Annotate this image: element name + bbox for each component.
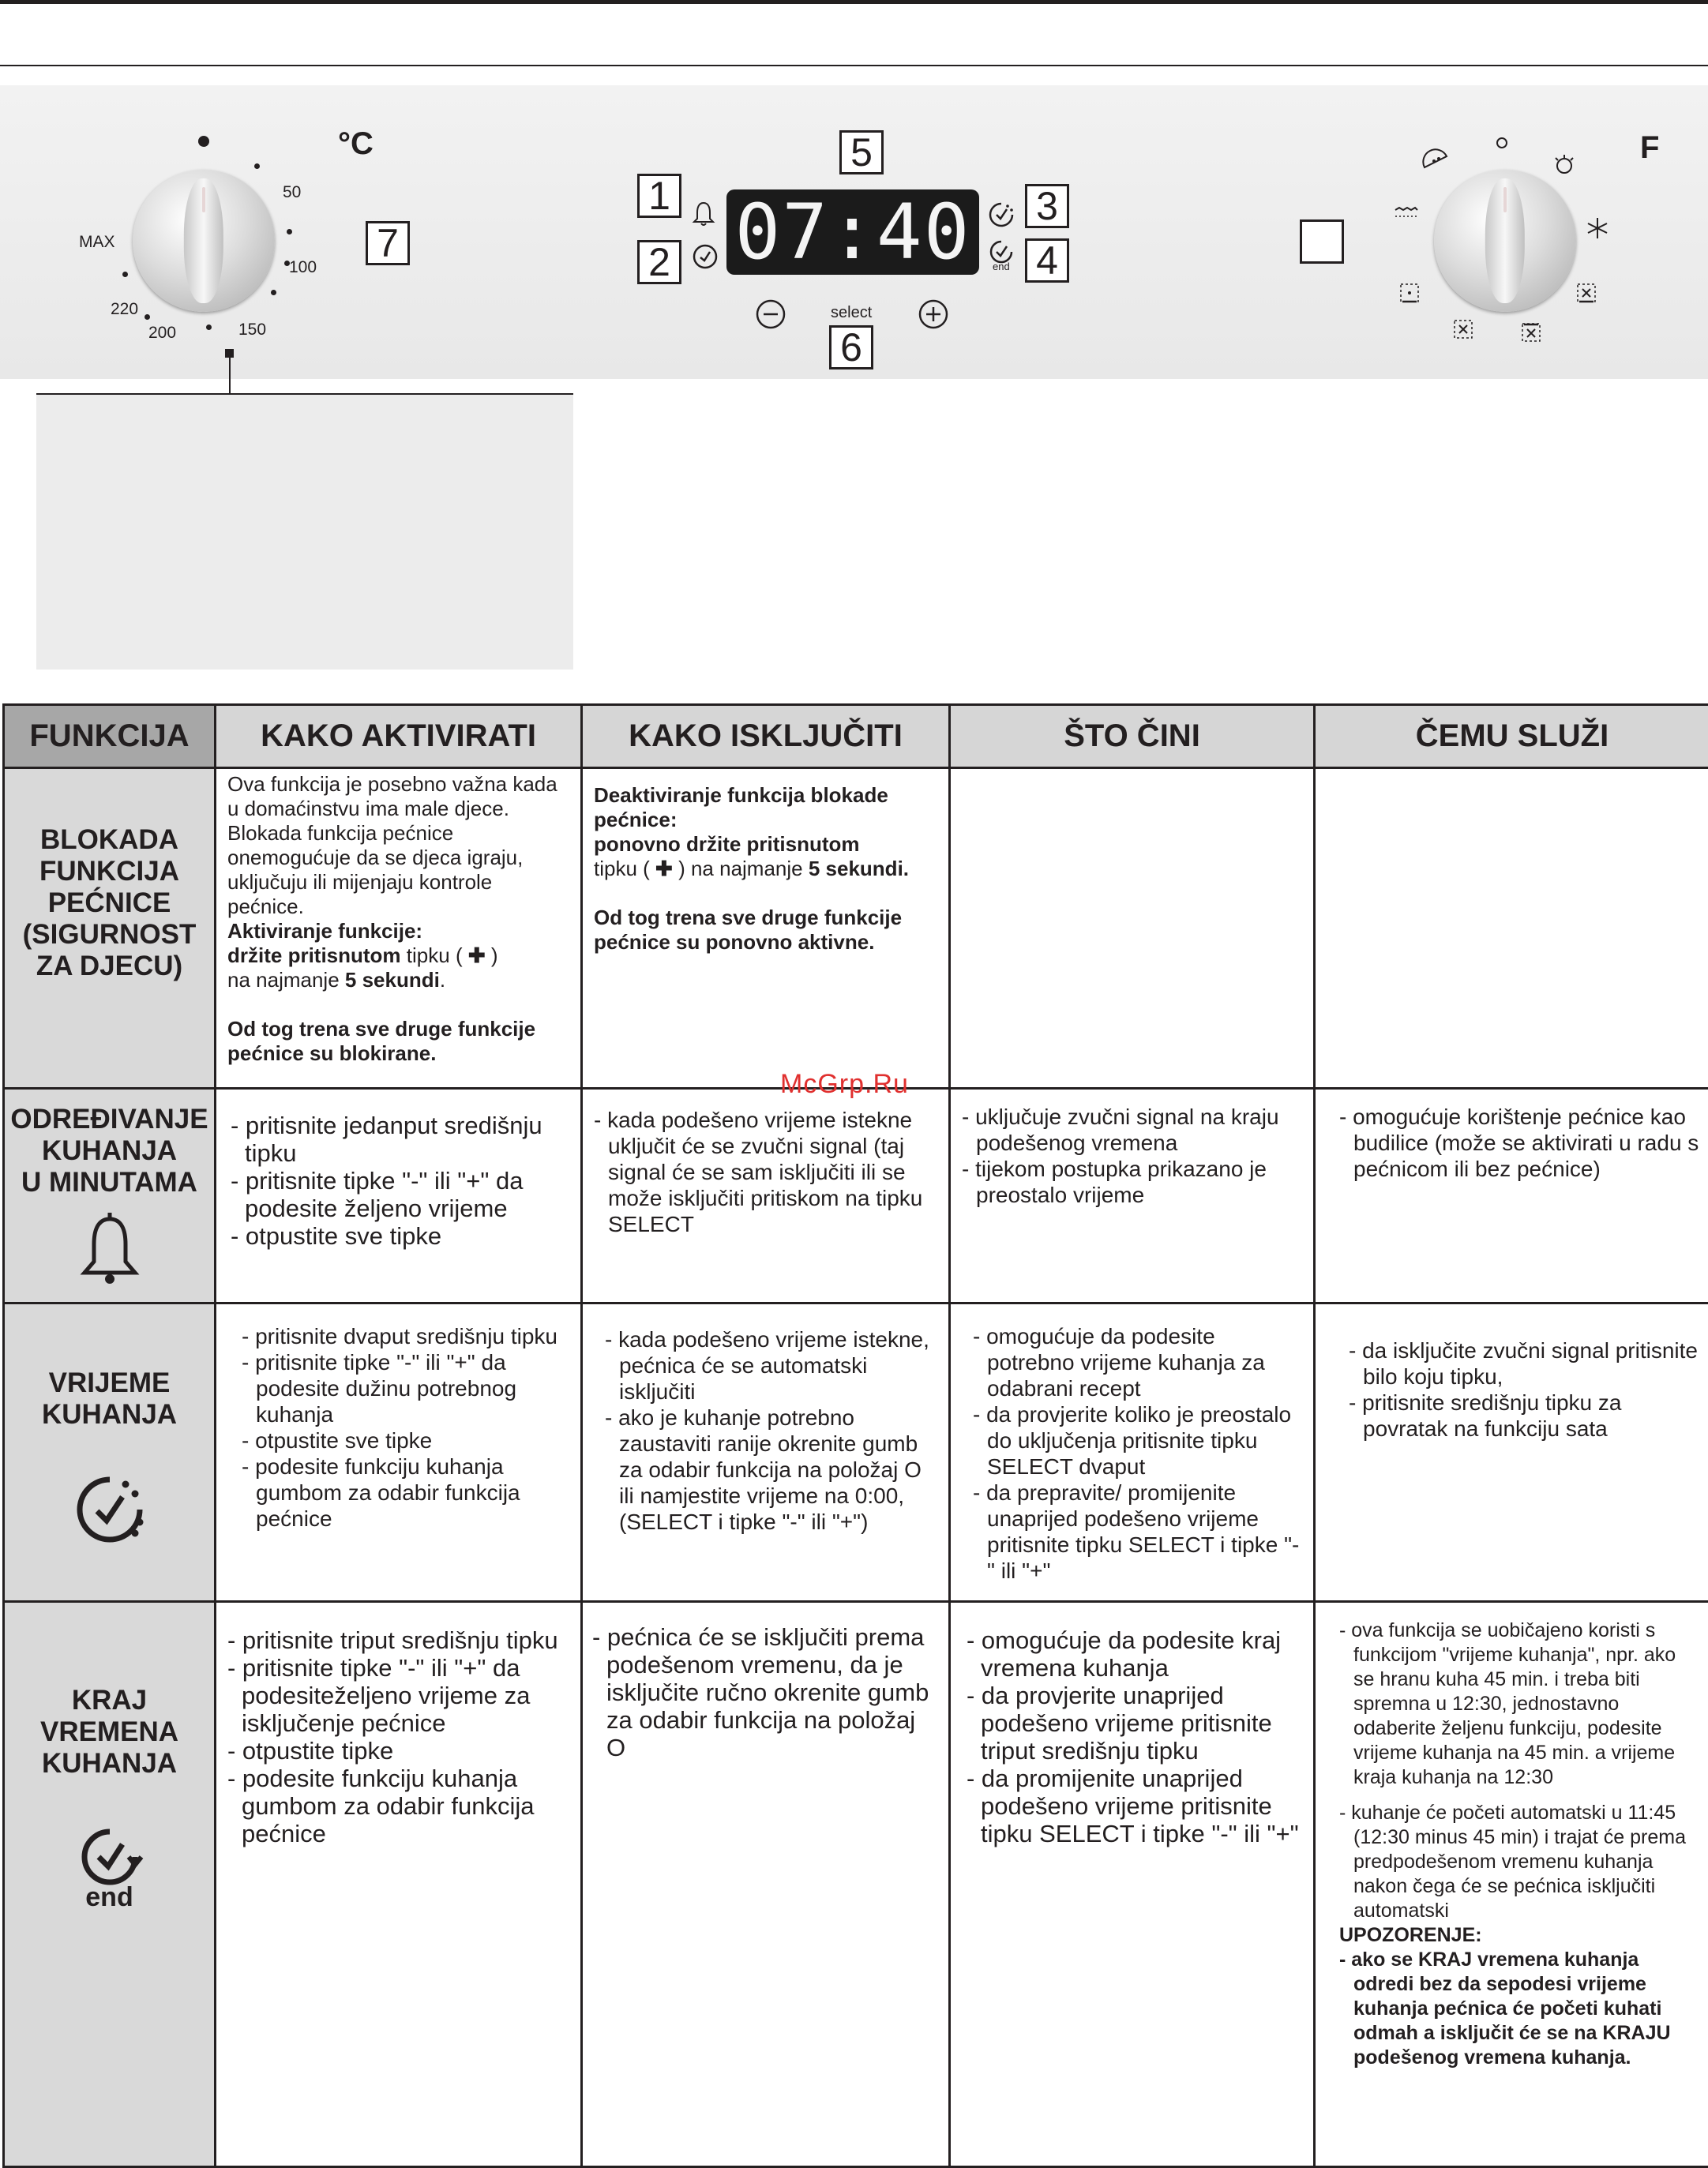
temp-mark-max: MAX (79, 233, 115, 252)
header-deactivate: KAKO ISKLJUČITI (582, 705, 950, 768)
callout-3: 3 (1025, 184, 1069, 228)
callout-line-vertical (229, 354, 231, 395)
callout-6: 6 (829, 325, 873, 369)
knob-off-dot (198, 136, 209, 147)
temp-mark-220: 220 (111, 300, 138, 319)
table-header-row (4, 705, 1708, 768)
celsius-unit: °C (338, 126, 374, 162)
end-label: end (993, 261, 1010, 272)
function-end-time: KRAJ VREMENA KUHANJA end (4, 1602, 216, 2167)
temp-mark-200: 200 (148, 324, 176, 343)
pizza-icon (1421, 148, 1450, 172)
header-what: ŠTO ČINI (950, 705, 1315, 768)
callout-1: 1 (637, 174, 681, 218)
defrost-icon (1584, 215, 1611, 242)
child-lock-what (950, 768, 1315, 1089)
end-time-purpose: - ova funkcija se uobičajeno koristi s funkcijom "vrijeme kuhanja", npr. ako se hranu kuha 45 min. i treba biti spremna u 12:30, jednostavno odaberite željenu funkciju, podesite vrijeme kuhanja na 45 min. a vrijeme kraja kuhanja na 12:30 - kuhanje će početi automatski u 11:45 (12:30 minus 45 min) i trajat će prema predpodešenom vremenu kuhanja nakon čega će se pećnica isključiti automatski UPOZORENJE: - ako se KRAJ vremena kuhanja odredi bez da sepodesi vrijeme kuhanja pećnica će početi kuhati odmah a isključit će se na KRAJU podešenog vremena kuhanja. (1315, 1602, 1708, 2167)
child-lock-purpose (1315, 768, 1708, 1089)
temp-mark-150: 150 (238, 321, 266, 339)
cooking-time-what: - omogućuje da podesite potrebno vrijeme kuhanja za odabrani recept - da provjerite koliko je preostalo do uključenja pritisnite tipku SELECT dvaput - da prepravite/ promijenite unaprijed podešeno vrijeme pritisnite tipku SELECT i tipke "-" ili "+" (950, 1303, 1315, 1602)
temp-mark-50: 50 (283, 183, 301, 202)
function-minute-minder: ODREĐIVANJE KUHANJA U MINUTAMA (4, 1089, 216, 1303)
bell-icon (692, 201, 715, 227)
child-lock-deactivate: Deaktiviranje funkcija blokade pećnice: ponovno držite pritisnutom tipku ( ✚ ) na najmanje 5 sekundi. Od tog trena sve druge funkcije pećnice su ponovno aktivne. (582, 768, 950, 1089)
temp-mark-100: 100 (289, 258, 317, 277)
table-row (4, 1602, 1708, 2167)
bell-icon (78, 1210, 141, 1285)
header-purpose: ČEMU SLUŽI (1315, 705, 1708, 768)
lamp-icon (1552, 153, 1576, 180)
minute-minder-what: - uključuje zvučni signal na kraju podešenog vremena - tijekom postupka prikazano je preostalo vrijeme (950, 1089, 1315, 1303)
top-bottom-heat-icon (1398, 281, 1421, 305)
cook-time-icon (987, 201, 1015, 229)
cooking-time-purpose: - da isključite zvučni signal pritisnite bilo koju tipku, - pritisnite središnju tipku za povratak na funkciju sata (1315, 1303, 1708, 1602)
end-time-icon (70, 1825, 149, 1887)
table-row (4, 768, 1708, 1089)
off-position-icon (1495, 136, 1509, 150)
table-row (4, 1089, 1708, 1303)
grill-icon (1393, 204, 1420, 221)
watermark: McGrp.Ru (780, 1069, 909, 1100)
callout-4: 4 (1025, 238, 1069, 283)
function-knob[interactable] (1434, 170, 1576, 312)
end-time-activate: - pritisnite triput središnju tipku - pritisnite tipke "-" ili "+" da podesiteželjeno vrijeme za isključenje pećnice - otpustite tipke - podesite funkciju kuhanja gumbom za odabir funkcija pećnice (216, 1602, 582, 2167)
fan-icon-2 (1519, 321, 1543, 344)
note-box (36, 395, 573, 670)
end-time-deactivate: - pećnica će se isključiti prema podešenom vremenu, da je isključite ručno okrenite gumb za odabir funkcija na položaj O (582, 1602, 950, 2167)
functions-table (2, 703, 1708, 2168)
callout-5: 5 (839, 130, 884, 174)
clock-icon (692, 243, 719, 270)
minus-button[interactable] (755, 298, 786, 330)
cooking-time-activate: - pritisnite dvaput središnju tipku - pritisnite tipke "-" ili "+" da podesite dužinu potrebnog kuhanja - otpustite sve tipke - podesite funkciju kuhanja gumbom za odabir funkcija pećnice (216, 1303, 582, 1602)
fan-icon-3 (1575, 281, 1598, 305)
empty-callout-box (1300, 219, 1344, 264)
time-display: 07:40 (726, 189, 979, 275)
callout-2: 2 (637, 240, 681, 284)
cook-time-icon (70, 1472, 149, 1551)
plus-button[interactable] (918, 298, 949, 330)
fan-icon-1 (1451, 317, 1475, 341)
minute-minder-purpose: - omogućuje korištenje pećnice kao budilice (može se aktivirati u radu s pećnicom ili bez pećnice) (1315, 1089, 1708, 1303)
child-lock-activate: Ova funkcija je posebno važna kada u domaćinstvu ima male djece. Blokada funkcija pećnice onemogućuje da se djeca igraju, uključuju ili mijenjaju kontrole pećnice. Aktiviranje funkcije: držite pritisnutom tipku ( ✚ ) na najmanje 5 sekundi. Od tog trena sve druge funkcije pećnice su blokirane. (216, 768, 582, 1089)
header-activate: KAKO AKTIVIRATI (216, 705, 582, 768)
minute-minder-deactivate: - kada podešeno vrijeme istekne uključit će se zvučni signal (taj signal će se sam isključiti ili se može isključiti pritiskom na tipku SELECT (582, 1089, 950, 1303)
header-rule (0, 65, 1708, 66)
function-child-lock: BLOKADA FUNKCIJA PEĆNICE (SIGURNOST ZA DJECU) (4, 768, 216, 1089)
end-time-what: - omogućuje da podesite kraj vremena kuhanja - da provjerite unaprijed podešeno vrijeme pritisnite triput središnju tipku - da promijenite unaprijed podešeno vrijeme pritisnite tipku SELECT i tipke "-" ili "+" (950, 1602, 1315, 2167)
table-row (4, 1303, 1708, 1602)
header-function: FUNKCIJA (4, 705, 216, 768)
callout-7: 7 (366, 221, 410, 265)
top-rule (0, 0, 1708, 4)
minute-minder-activate: - pritisnite jedanput središnju tipku - pritisnite tipke "-" ili "+" da podesite željeno vrijeme - otpustite sve tipke (216, 1089, 582, 1303)
cooking-time-deactivate: - kada podešeno vrijeme istekne, pećnica će se automatski isključiti - ako je kuhanje potrebno zaustaviti ranije okrenite gumb za odabir funkcija na položaj O ili namjestite vrijeme na 0:00, (SELECT i tipke "-" ili "+") (582, 1303, 950, 1602)
function-cooking-time: VRIJEME KUHANJA (4, 1303, 216, 1602)
select-button[interactable]: select (831, 304, 872, 322)
function-unit: F (1640, 130, 1659, 166)
end-label: end (5, 1884, 214, 1911)
temperature-knob[interactable] (133, 170, 275, 312)
